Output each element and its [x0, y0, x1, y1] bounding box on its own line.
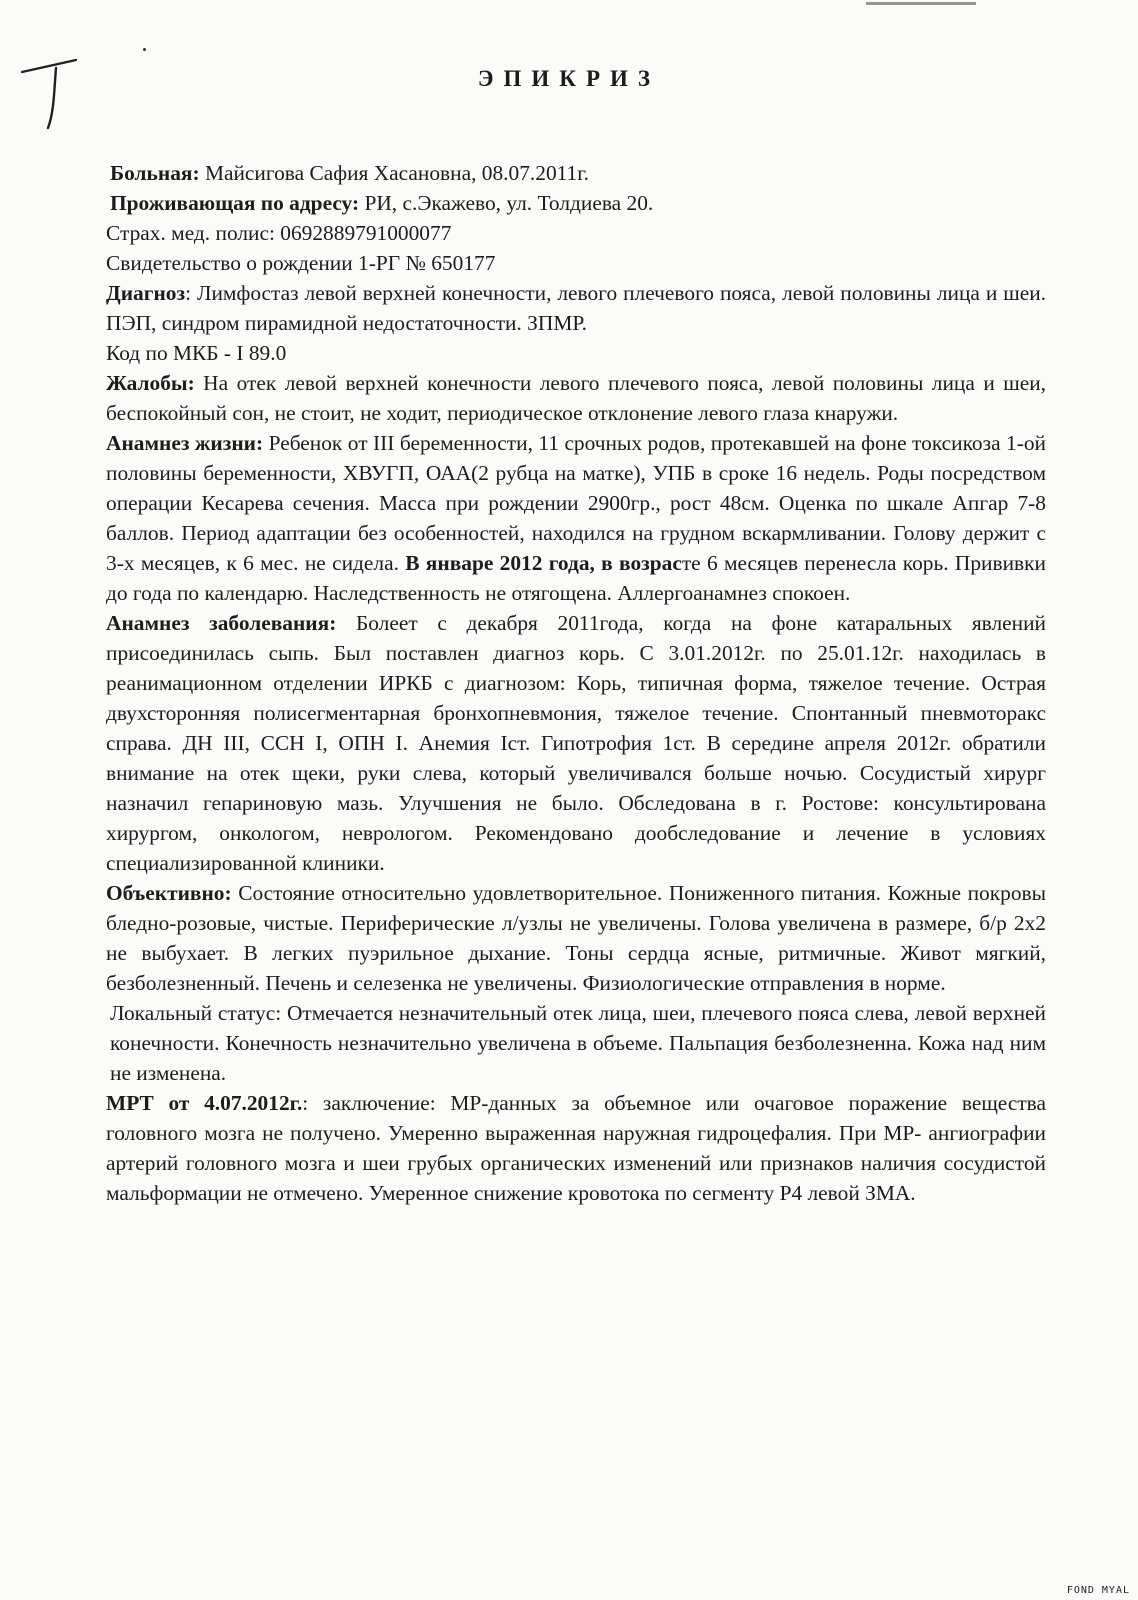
icd-code: Код по МКБ - I 89.0 — [106, 341, 287, 365]
disease-anamnesis-text: Болеет с декабря 2011года, когда на фоне катаральных явлений присоединилась сыпь. Был поставлен диагноз корь. С 3.01.2012г. по 25.01.12г. находилась в реанимационном отделении ИРКБ с диагнозом: Корь, типичная форма, тяжелое течение. Острая двухсторонняя полисегментарная бронхопневмония, тяжелое течение. Спонтанный пневмоторакс справа. ДН III, ССН I, ОПН I. Анемия Iст. Гипотрофия 1ст. В середине апреля 2012г. обратили внимание на отек щеки, руки слева, который увеличивался больше ночью. Сосудистый хирург назначил гепариновую мазь. Улучшения не было. Обследована в г. Ростове: консультирована хирургом, онкологом, неврологом. Рекомендовано дообследование и лечение в условиях специализированной клиники. — [106, 611, 1046, 875]
life-anamnesis-text-1: Ребенок от III беременности, 11 срочных родов, протекавшей на фоне токсикоза 1-ой половины беременности, ХВУГП, ОАА(2 рубца на матке), УПБ в сроке 16 недель. Роды посредством операции Кесарева сечения. Масса при рождении 2900гр., рост 48см. Оценка по шкале Апгар 7-8 баллов. Период адаптации без особенностей, находился на грудном вскармливании. Голову держит с 3-х месяцев, к 6 мес. не сидела. — [106, 431, 1046, 575]
life-anamnesis-text-2: те 6 месяцев перенесла корь. Прививки до года по календарю. Наследственность не отягощена. Аллергоанамнез спокоен. — [106, 551, 1046, 605]
document-title: ЭПИКРИЗ — [477, 66, 661, 91]
watermark: FOND MYAL — [1066, 1585, 1130, 1596]
local-status-paragraph: Локальный статус: Отмечается незначительный отек лица, шеи, плечевого пояса слева, левой верхней конечности. Конечность незначительно увеличена в объеме. Пальпация безболезненна. Кожа над ним не изменена. — [110, 1001, 1046, 1085]
mri-paragraph — [106, 1088, 1046, 1208]
life-anamnesis-paragraph — [106, 428, 1046, 608]
life-anamnesis-label: Анамнез жизни: — [106, 431, 264, 455]
life-anamnesis-bold: В январе 2012 года, в возрас — [405, 551, 682, 575]
disease-anamnesis-label: Анамнез заболевания: — [106, 611, 337, 635]
mri-label: МРТ от 4.07.2012г. — [106, 1091, 303, 1115]
complaints-label: Жалобы: — [106, 371, 195, 395]
address-label: Проживающая по адресу: — [110, 191, 360, 215]
scan-dot — [143, 48, 146, 51]
diagnosis-text: : Лимфостаз левой верхней конечности, левого плечевого пояса, левой половины лица и шеи. ПЭП, синдром пирамидной недостаточности. ЗПМР. — [106, 281, 1046, 335]
complaints-paragraph — [106, 368, 1046, 428]
objective-paragraph — [106, 878, 1046, 998]
complaints-text: На отек левой верхней конечности левого плечевого пояса, левой половины лица и шеи, беспокойный сон, не стоит, не ходит, периодическое отклонение левого глаза кнаружи. — [106, 371, 1046, 425]
objective-text: Состояние относительно удовлетворительное. Пониженного питания. Кожные покровы бледно-розовые, чистые. Периферические л/узлы не увеличены. Голова увеличена в размере, б/р 2х2 не выбухает. В легких пуэрильное дыхание. Тоны сердца ясные, ритмичные. Живот мягкий, безболезненный. Печень и селезенка не увеличены. Физиологические отправления в норме. — [106, 881, 1046, 995]
diagnosis-label: Диагноз — [106, 281, 186, 305]
address-line — [106, 188, 1046, 218]
insurance-line: Страх. мед. полис: 0692889791000077 — [106, 221, 452, 245]
address-value: РИ, с.Экажево, ул. Толдиева 20. — [364, 191, 654, 215]
document-body — [106, 158, 1046, 1208]
patient-label: Больная: — [110, 161, 200, 185]
mri-text: : заключение: МР-данных за объемное или очаговое поражение вещества головного мозга не получено. Умеренно выраженная наружная гидроцефалия. При МР- ангиографии артерий головного мозга и шеи грубых органических изменений или признаков наличия сосудистой мальформации не отмечено. Умеренное снижение кровотока по сегменту P4 левой ЗМА. — [106, 1091, 1046, 1205]
disease-anamnesis-paragraph — [106, 608, 1046, 878]
objective-label: Объективно: — [106, 881, 232, 905]
handwritten-mark-icon — [18, 42, 98, 142]
diagnosis-paragraph — [106, 278, 1046, 338]
birth-certificate-line: Свидетельство о рождении 1-РГ № 650177 — [106, 251, 496, 275]
patient-value: Майсигова Сафия Хасановна, 08.07.2011г. — [204, 161, 589, 185]
patient-line — [106, 158, 1046, 188]
scan-artifact — [866, 2, 976, 13]
